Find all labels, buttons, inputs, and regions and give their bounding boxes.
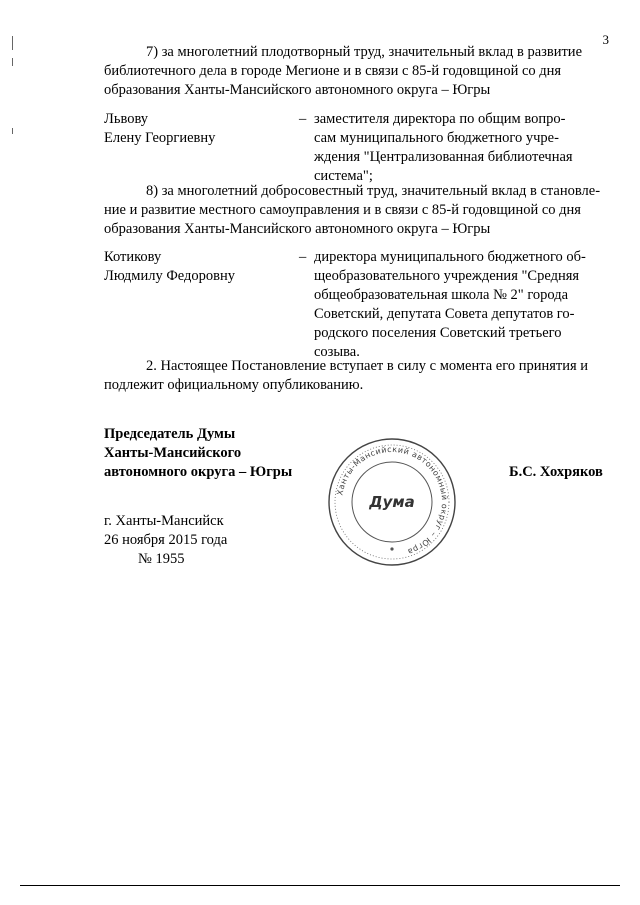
awardee-name: Котикову Людмилу Федоровну (104, 249, 236, 284)
city: г. Ханты-Мансийск (104, 513, 224, 529)
award-paragraph-7: 7) за многолетний плодотворный труд, значительный вклад в развитие библиотечного дела в городе Мегионе и в связи с 85-й годовщиной со дня образования Ханты-Мансийского автономного округа – Югры (104, 44, 582, 98)
award-paragraph-8: 8) за многолетний добросовестный труд, значительный вклад в становле- ние и развитие местного самоуправления и в связи с 85-й годовщиной со дня образования Ханты-Мансийского автономного округа – Югры (104, 183, 601, 237)
seal-center-text: Дума (369, 493, 415, 511)
document-number: № 1955 (138, 551, 185, 567)
official-seal (318, 436, 466, 568)
signatory-name: Б.С. Хохряков (509, 464, 603, 480)
place-date-block (104, 512, 227, 569)
dash: – (299, 111, 307, 127)
footer-rule (20, 885, 620, 886)
signatory-title: Председатель Думы Ханты-Мансийского автономного округа – Югры (104, 426, 293, 480)
margin-mark (12, 58, 13, 66)
date: 26 ноября 2015 года (104, 532, 228, 548)
page-number: 3 (602, 32, 609, 47)
seal-ring-text: Ханты-Мансийский автономный округ – Югра (335, 444, 450, 557)
margin-mark (12, 128, 13, 134)
margin-mark (12, 36, 13, 50)
dash: – (299, 249, 307, 265)
awardee-name: Львову Елену Георгиевну (104, 111, 216, 146)
effective-date-paragraph: 2. Настоящее Постановление вступает в силу с момента его принятия и подлежит официальному опубликованию. (104, 358, 589, 393)
awardee-position: директора муниципального бюджетного об- щеобразовательного учреждения "Средняя общеобразовательная школа № 2" города Советский, депутата Совета депутатов го- родского поселения Советский третьего созыва. (314, 249, 586, 360)
seal-star-dot (390, 547, 393, 550)
awardee-position: заместителя директора по общим вопро- сам муниципального бюджетного учре- ждения "Централизованная библиотечная система"; (314, 111, 573, 184)
